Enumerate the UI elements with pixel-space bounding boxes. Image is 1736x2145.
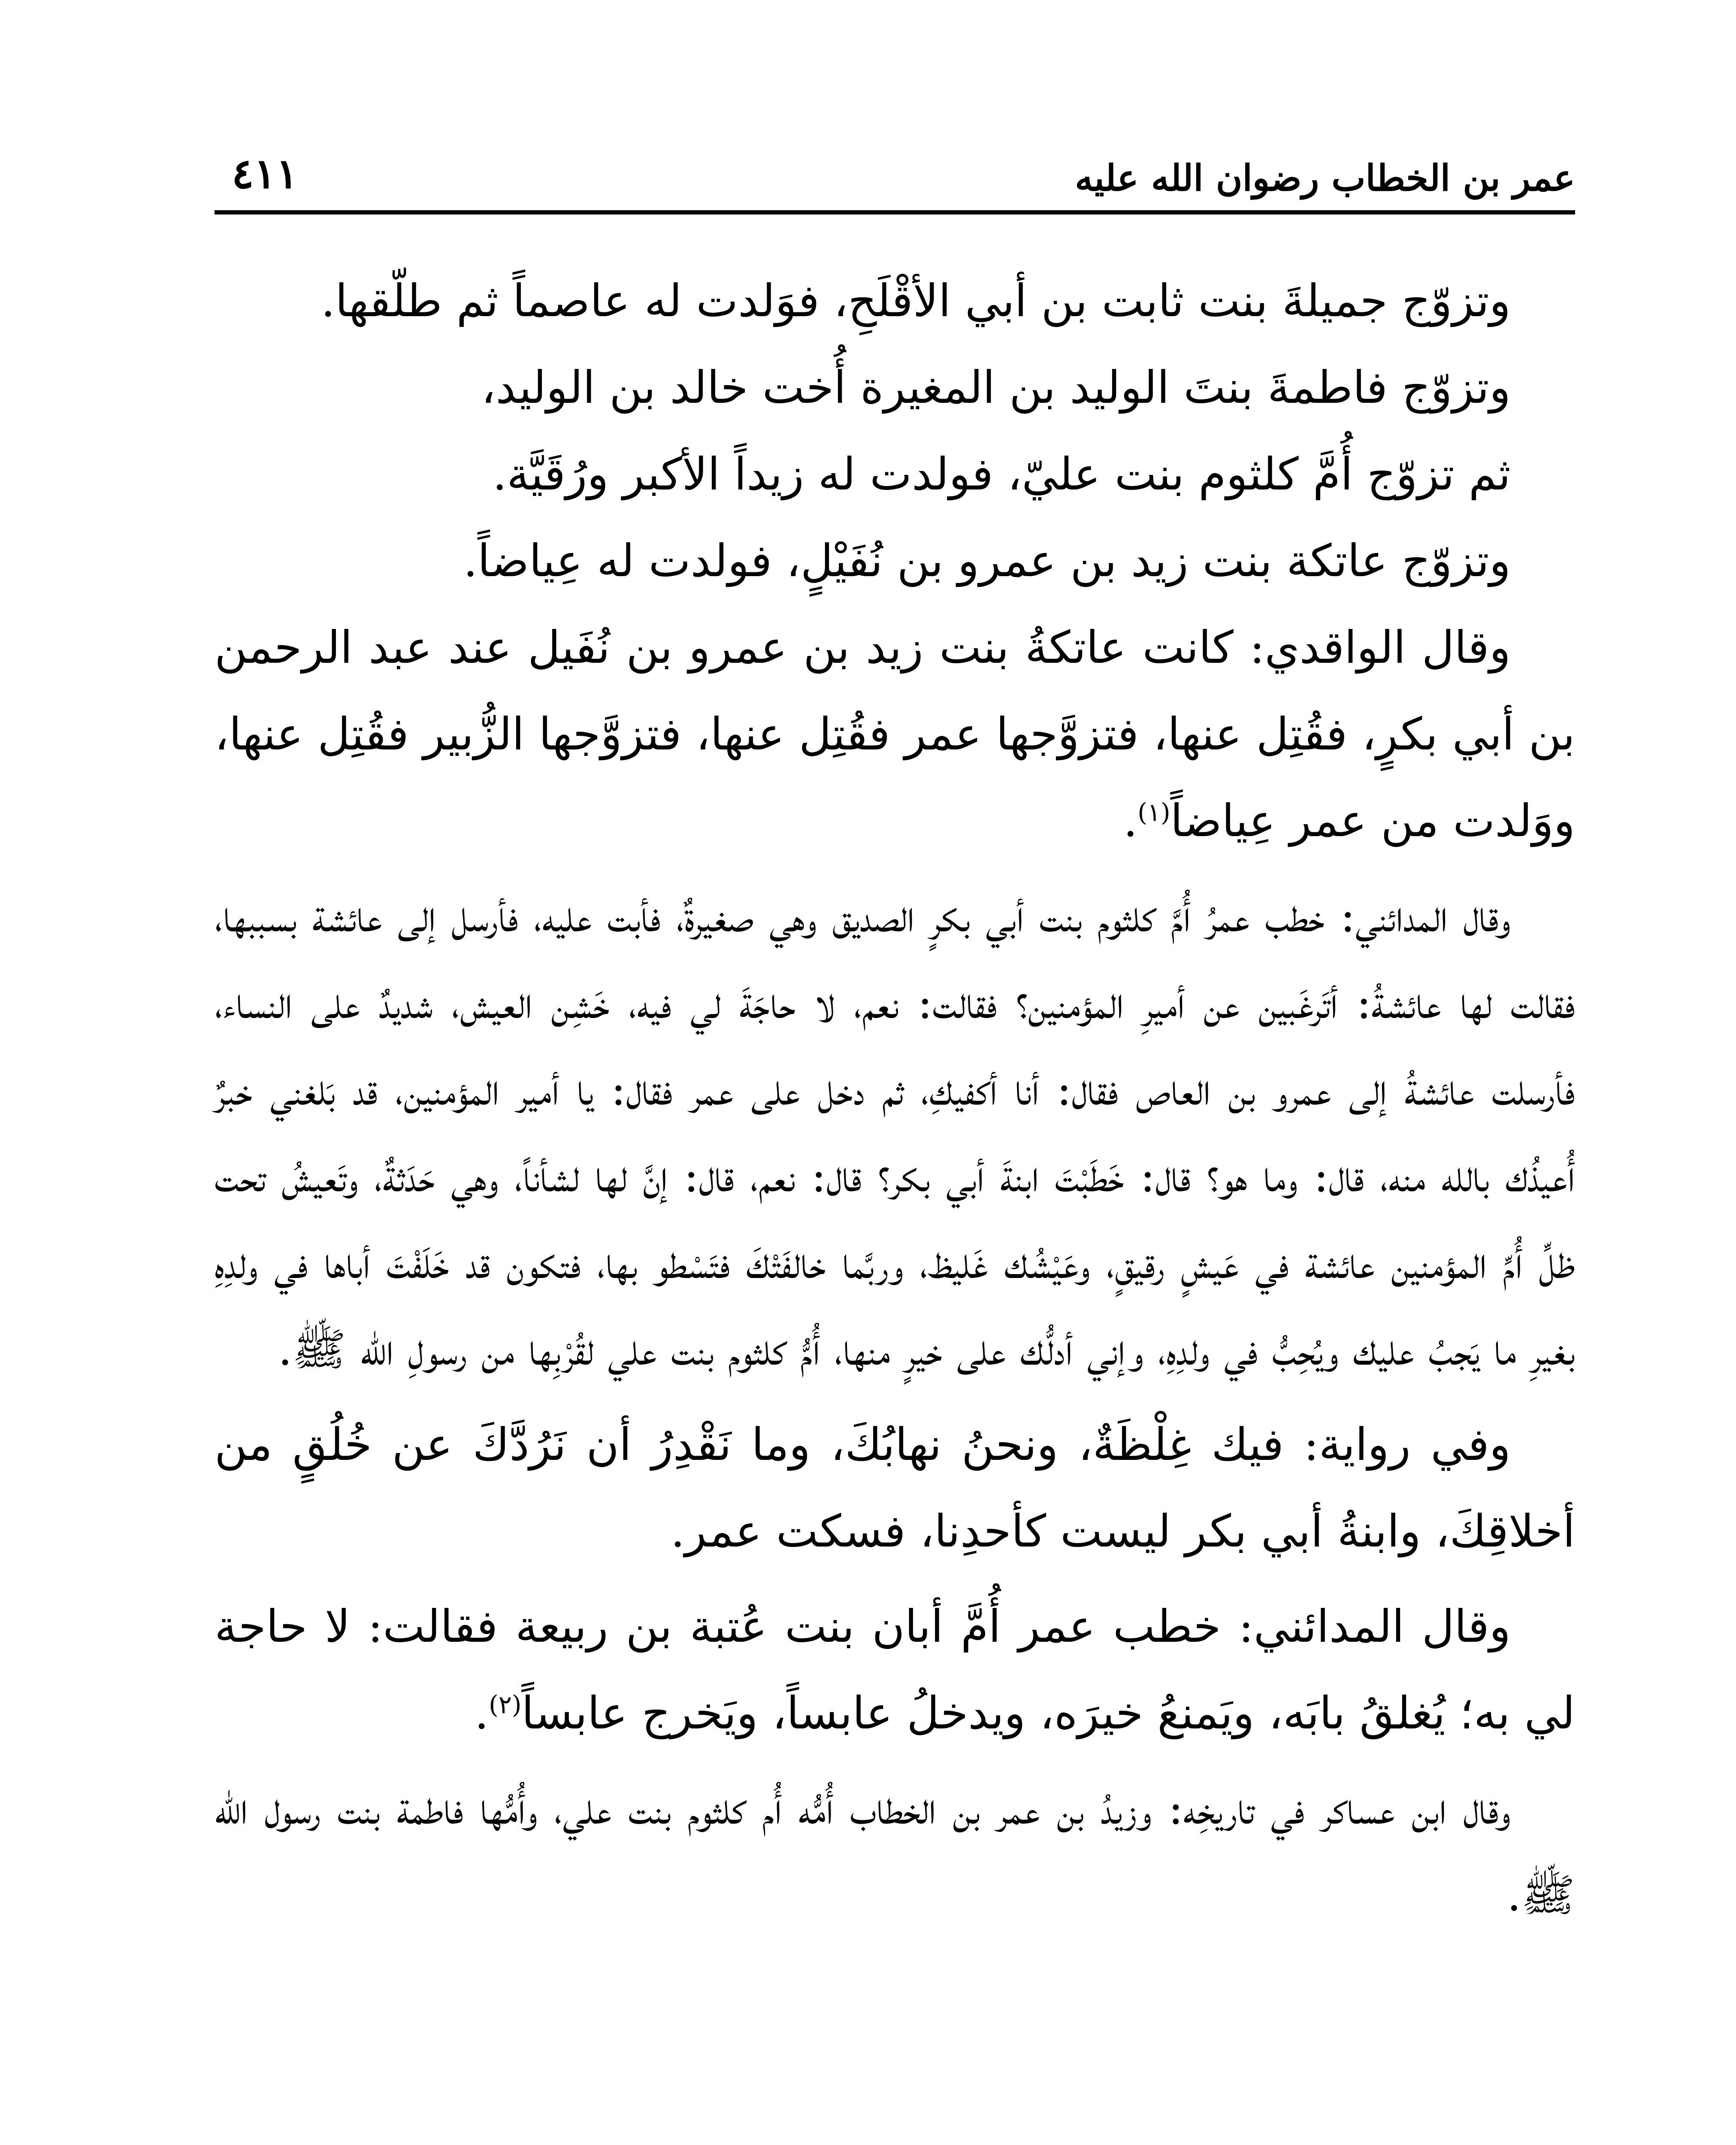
page-number: ٤١١ xyxy=(232,149,298,198)
paragraph-ibn-asakir: وقال ابن عساكر في تاريخِه: وزيدُ بن عمر بن الخطاب أُمُّه أُم كلثوم بنت علي، وأُمُّها فاطمة بنت رسول الله ﷺ. xyxy=(215,1782,1575,1921)
footnote-ref-2: (٢) xyxy=(489,1690,522,1719)
marriage-line-fatima: وتزوّج فاطمةَ بنتَ الوليد بن المغيرة أُخت خالد بن الوليد، xyxy=(481,361,1511,414)
marriage-line-atika: وتزوّج عاتكة بنت زيد بن عمرو بن نُفَيْلٍ، فولدت له عِياضاً. xyxy=(463,535,1511,587)
footnote-ref-1: (١) xyxy=(1137,798,1170,827)
paragraph-waqidi-text: وقال الواقدي: كانت عاتكةُ بنت زيد بن عمرو بن نُفَيل عند عبد الرحمن بن أبي بكرٍ، فقُتِل عنها، فتزوَّجها عمر فقُتِل عنها، فتزوَّجها الزُّبير فقُتِل عنها، ووَلدت من عمر عِياضاً xyxy=(215,621,1575,847)
marriage-line-umm-kulthum: ثم تزوّج أُمَّ كلثوم بنت عليّ، فولدت له زيداً الأكبر ورُقَيَّة. xyxy=(493,448,1511,500)
paragraph-madaini-umm-kulthum: وقال المدائني: خطب عمرُ أُمَّ كلثوم بنت أبي بكرٍ الصديق وهي صغيرةٌ، فأبت عليه، فأرسل إلى عائشة بسببها، فقالت لها عائشةُ: أتَرغَبين عن أميرِ المؤمنين؟ فقالت: نعم، لا حاجَةَ لي فيه، خَشِن العيش، شديدٌ على النساء، فأرسلت عائشةُ إلى عمرو بن العاص فقال: أنا أكفيكِ، ثم دخل على عمر فقال: يا أمير المؤمنين، قد بَلغني خبرٌ أُعيذُك بالله منه، قال: وما هو؟ قال: خَطَبْتَ ابنةَ أبي بكر؟ قال: نعم، قال: إنَّ لها لشأناً، وهي حَدَثةٌ، وتَعيشُ تحت ظلِّ أُمِّ المؤمنين عائشة في عَيشٍ رقيقٍ، وعَيْشُك غَليظ، وربَّما خالفَتْكَ فتَسْطو بها، فتكون قد خَلَفْتَ أباها في ولدِهِ بغيرِ ما يَجبُ عليك ويُحِبُّ في ولدِهِ، وإني أدلُّك على خيرٍ منها، أُمُّ كلثوم بنت علي لقُرْبِها من رسولِ الله ﷺ. xyxy=(215,890,1576,1375)
marriage-line-jamila: وتزوّج جميلةَ بنت ثابت بن أبي الأقْلَحِ، فوَلدت له عاصماً ثم طلّقها. xyxy=(321,275,1511,327)
paragraph-madaini-umm-aban-text: وقال المدائني: خطب عمر أُمَّ أبان بنت عُتبة بن ربيعة فقالت: لا حاجة لي به؛ يُغلقُ بابَه، ويَمنعُ خيرَه، ويدخلُ عابساً، ويَخرج عابساً xyxy=(215,1600,1575,1739)
paragraph-waqidi: وقال الواقدي: كانت عاتكةُ بنت زيد بن عمرو بن نُفَيل عند عبد الرحمن بن أبي بكرٍ، فقُتِل عنها، فتزوَّجها عمر فقُتِل عنها، فتزوَّجها الزُّبير فقُتِل عنها، ووَلدت من عمر عِياضاً$^{(١)}$. xyxy=(215,621,1575,847)
main-text xyxy=(215,257,1575,1947)
page-header xyxy=(215,137,1575,214)
paragraph-riwaya: وفي رواية: فيك غِلْظَةٌ، ونحنُ نهابُكَ، وما نَقْدِرُ أن نَرُدَّكَ عن خُلُقٍ من أخلاقِكَ، وابنةُ أبي بكر ليست كأحدِنا، فسكت عمر. xyxy=(215,1418,1575,1557)
paragraph-madaini-umm-aban: وقال المدائني: خطب عمر أُمَّ أبان بنت عُتبة بن ربيعة فقالت: لا حاجة لي به؛ يُغلقُ بابَه، ويَمنعُ خيرَه، ويدخلُ عابساً، ويَخرج عابساً$^{(٢)}$. xyxy=(215,1600,1575,1739)
running-title: عمر بن الخطاب رضوان الله عليه xyxy=(1075,157,1575,199)
